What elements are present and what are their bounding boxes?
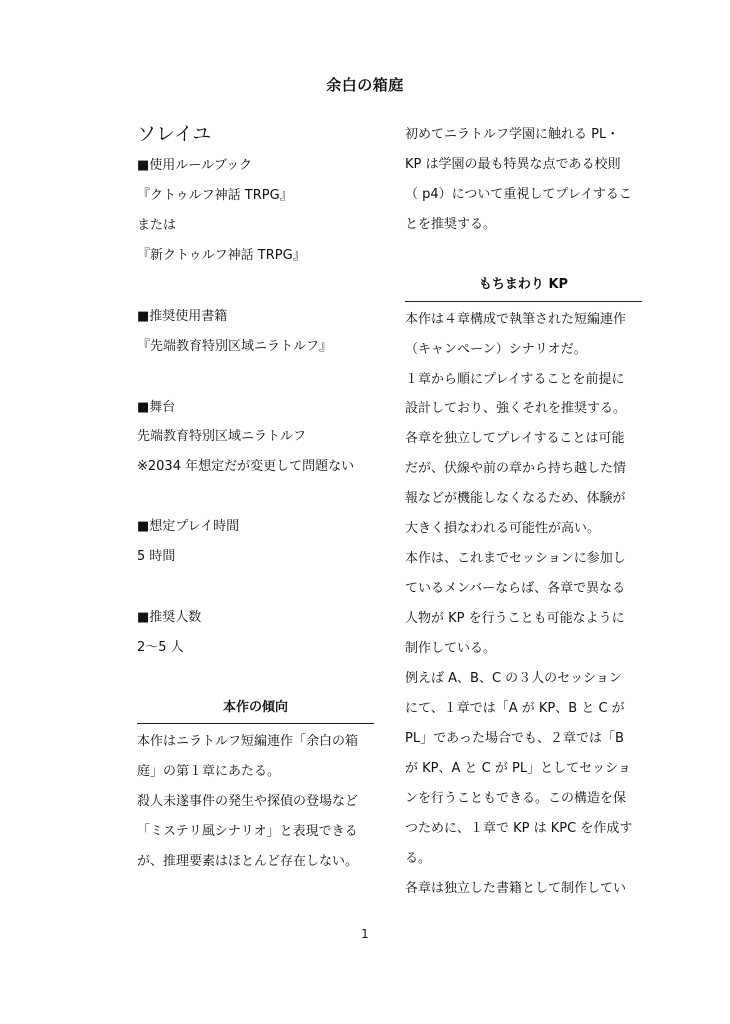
rulebook-or: または (137, 218, 177, 233)
paragraph-line: が KP、A と C が PL」としてセッショ (405, 761, 631, 776)
paragraph-line: 殺人未遂事件の発生や探偵の登場など (137, 794, 359, 809)
paragraph-line: 設計しており、強くそれを推奨する。 (405, 401, 627, 416)
paragraph-line: 各章は独立した書籍として制作してい (405, 881, 627, 896)
rulebook-alt-name: 『新クトゥルフ神話 TRPG』 (137, 248, 306, 263)
paragraph-line: （ p4）について重視してプレイするこ (405, 187, 632, 202)
paragraph-line: （キャンペーン）シナリオだ。 (405, 342, 587, 357)
paragraph-line: が、推理要素はほとんど存在しない。 (137, 854, 359, 869)
paragraph-line: 初めてニラトルフ学園に触れる PL・ (405, 127, 620, 142)
character-heading: ソレイユ (137, 123, 212, 145)
players-value: 2〜5 人 (137, 640, 184, 655)
paragraph-line: 制作している。 (405, 641, 497, 656)
paragraph-line: ンを行うこともできる。この構造を保 (405, 791, 627, 806)
setting-note: ※2034 年想定だが変更して問題ない (137, 459, 355, 474)
paragraph-line: つために、１章で KP は KPC を作成す (405, 821, 633, 836)
rulebook-label: ■使用ルールブック (137, 158, 253, 173)
playtime-value: 5 時間 (137, 549, 176, 564)
document-title: 余白の箱庭 (326, 76, 404, 94)
section-title-tendency: 本作の傾向 (222, 700, 288, 715)
paragraph-line: だが、伏線や前の章から持ち越した情 (405, 461, 627, 476)
paragraph-line: １章から順にプレイすることを前提に (405, 372, 625, 387)
section-divider (405, 301, 642, 302)
recommended-book-name: 『先端教育特別区域ニラトルフ』 (137, 339, 333, 354)
paragraph-line: 例えば A、B、C の３人のセッション (405, 671, 622, 686)
paragraph-line: る。 (405, 851, 432, 866)
paragraph-line: 本作は４章構成で執筆された短編連作 (405, 312, 627, 327)
players-label: ■推奨人数 (137, 610, 202, 625)
paragraph-line: 大きく損なわれる可能性が高い。 (405, 521, 601, 536)
page-number: 1 (361, 927, 369, 941)
setting-label: ■舞台 (137, 400, 176, 415)
paragraph-line: 庭」の第１章にあたる。 (137, 764, 281, 779)
rulebook-name: 『クトゥルフ神話 TRPG』 (137, 188, 293, 203)
paragraph-line: 報などが機能しなくなるため、体験が (405, 491, 626, 506)
playtime-label: ■想定プレイ時間 (137, 519, 240, 534)
paragraph-line: 「ミステリ風シナリオ」と表現できる (137, 824, 358, 839)
section-divider (137, 723, 374, 724)
paragraph-line: とを推奨する。 (405, 217, 497, 232)
paragraph-line: 本作はニラトルフ短編連作「余白の箱 (137, 734, 359, 749)
paragraph-line: 本作は、これまでセッションに参加し (405, 551, 626, 566)
paragraph-line: 各章を独立してプレイすることは可能 (405, 431, 625, 446)
recommended-book-label: ■推奨使用書籍 (137, 309, 228, 324)
paragraph-line: ているメンバーならば、各章で異なる (405, 581, 626, 596)
paragraph-line: KP は学園の最も特異な点である校則 (405, 157, 621, 172)
paragraph-line: PL」であった場合でも、２章では「B (405, 731, 624, 746)
setting-name: 先端教育特別区域ニラトルフ (137, 429, 307, 444)
paragraph-line: にて、１章では「A が KP、B と C が (405, 701, 625, 716)
section-title-rotating-kp: もちまわり KP (478, 277, 569, 292)
paragraph-line: 人物が KP を行うことも可能なように (405, 611, 625, 626)
